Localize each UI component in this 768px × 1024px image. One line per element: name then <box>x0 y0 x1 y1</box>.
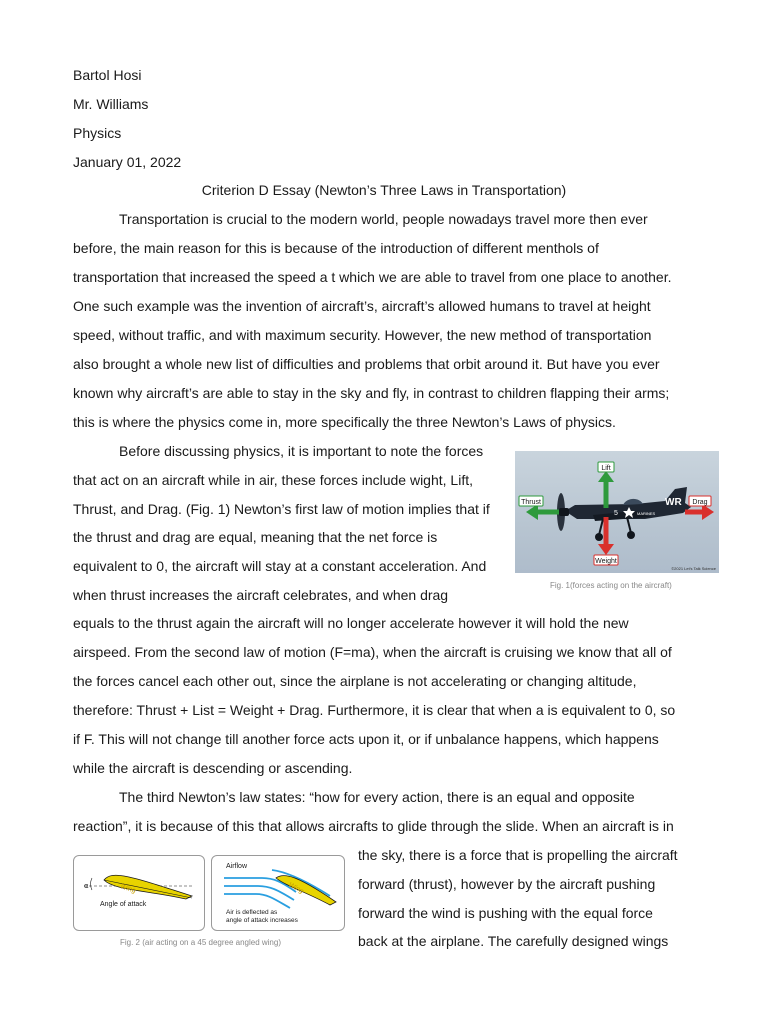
wing-angle-diagram <box>74 856 204 930</box>
figure1-caption: Fig. 1(forces acting on the aircraft) <box>550 581 672 590</box>
body-line: forward the wind is pushing with the equal force <box>358 905 653 921</box>
aircraft-silhouette <box>557 487 691 541</box>
body-line: One such example was the invention of aircraft’s, aircraft’s allowed humans to travel at height <box>73 298 651 314</box>
angle-of-attack-label: Angle of attack <box>100 901 147 908</box>
body-line: forward (thrust), however by the aircraft pushing <box>358 876 656 892</box>
figure2-caption: Fig. 2 (air acting on a 45 degree angled wing) <box>120 938 281 947</box>
body-line: while the aircraft is descending or ascending. <box>73 760 353 776</box>
fuselage-text: MARINES <box>637 511 656 516</box>
drag-label: Drag <box>692 499 708 506</box>
body-line: transportation that increased the speed a t which we are able to travel from one place to another. <box>73 269 672 285</box>
wing-label-right: Wing <box>287 881 305 896</box>
thrust-label: Thrust <box>521 499 541 506</box>
teacher-name: Mr. Williams <box>73 96 149 112</box>
wing-label: Wing <box>119 883 137 895</box>
figure-credit: ©2021 Let's Talk Science <box>671 566 716 571</box>
body-line: Before discussing physics, it is important to note the forces <box>119 443 484 459</box>
body-line: airspeed. From the second law of motion (F=ma), when the aircraft is cruising we know that all of <box>73 644 672 660</box>
deflection-note-line2: angle of attack increases <box>226 917 298 924</box>
airflow-figure <box>211 855 345 931</box>
body-line: the forces cancel each other out, since the airplane is not accelerating or changing altitude, <box>73 673 637 689</box>
body-line: therefore: Thrust + List = Weight + Drag. Furthermore, it is clear that when a is equivalent to 0, so <box>73 702 676 718</box>
lift-arrow-head <box>598 471 614 482</box>
body-line: when thrust increases the aircraft celebrates, and when drag <box>73 587 449 603</box>
body-line: Thrust, and Drag. (Fig. 1) Newton’s first law of motion implies that if <box>73 501 490 517</box>
airflow-label: Airflow <box>226 863 248 870</box>
body-line: The third Newton’s law states: “how for every action, there is an equal and opposite <box>119 789 635 805</box>
airflow-diagram <box>212 856 344 930</box>
alpha-symbol: α <box>84 882 89 890</box>
body-line: before, the main reason for this is because of the introduction of different menthols of <box>73 240 599 256</box>
tail-marking: WR <box>665 497 682 508</box>
essay-title: Criterion D Essay (Newton’s Three Laws in Transportation) <box>201 182 567 198</box>
body-line: also brought a whole new list of difficulties and problems that orbit around it. But have you ever <box>73 356 660 372</box>
aircraft-forces-diagram <box>515 451 719 573</box>
body-line: reaction”, it is because of this that allows aircrafts to glide through the slide. When an aircraft is in <box>73 818 674 834</box>
fuselage-number: 5 <box>614 510 618 517</box>
body-line: the thrust and drag are equal, meaning that the net force is <box>73 529 438 545</box>
body-line: the sky, there is a force that is propelling the aircraft <box>358 847 678 863</box>
date: January 01, 2022 <box>73 154 182 170</box>
wing-angle-figure <box>73 855 205 931</box>
author-name: Bartol Hosi <box>73 67 142 83</box>
body-line: Transportation is crucial to the modern world, people nowadays travel more then ever <box>119 211 648 227</box>
deflection-note-line1: Air is deflected as <box>226 909 278 916</box>
weight-label: Weight <box>595 558 617 565</box>
weight-arrow-head <box>598 544 614 555</box>
aircraft-forces-figure <box>515 451 719 573</box>
lift-label: Lift <box>601 465 611 472</box>
subject: Physics <box>73 125 122 141</box>
body-line: known why aircraft’s are able to stay in the sky and fly, in contrast to children flapping their arms; <box>73 385 670 401</box>
body-line: this is where the physics come in, more specifically the three Newton’s Laws of physics. <box>73 414 616 430</box>
body-line: equivalent to 0, the aircraft will stay at a constant acceleration. And <box>73 558 487 574</box>
body-line: back at the airplane. The carefully designed wings <box>358 933 669 949</box>
wing-shape <box>276 876 336 905</box>
body-line: that act on an aircraft while in air, these forces include wight, Lift, <box>73 472 473 488</box>
body-line: equals to the thrust again the aircraft will no longer accelerate however it will hold the new <box>73 615 629 631</box>
body-line: speed, without traffic, and with maximum security. However, the new method of transportation <box>73 327 652 343</box>
body-line: if F. This will not change till another force acts upon it, or if unbalance happens, which happens <box>73 731 659 747</box>
